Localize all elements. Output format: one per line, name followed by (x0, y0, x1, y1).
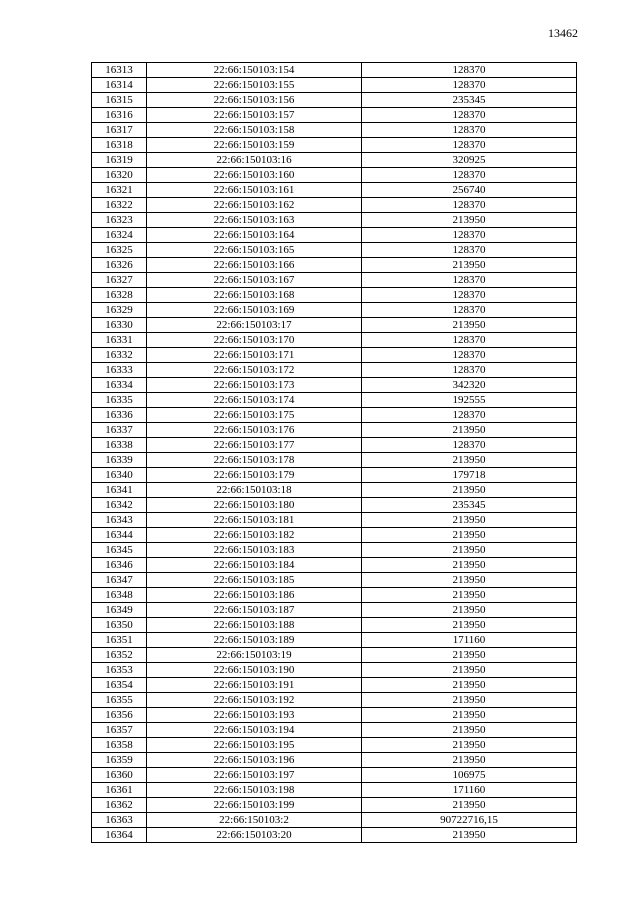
table-row (92, 513, 577, 528)
row-number-cell: 16318 (92, 138, 147, 153)
value-cell: 128370 (362, 168, 577, 183)
cadastral-number-cell: 22:66:150103:197 (147, 768, 362, 783)
table-row (92, 468, 577, 483)
table-row (92, 708, 577, 723)
value-cell: 256740 (362, 183, 577, 198)
cadastral-number-cell: 22:66:150103:159 (147, 138, 362, 153)
value-cell: 128370 (362, 78, 577, 93)
cadastral-number-cell: 22:66:150103:182 (147, 528, 362, 543)
table-row (92, 123, 577, 138)
value-cell: 106975 (362, 768, 577, 783)
table-row (92, 738, 577, 753)
row-number-cell: 16333 (92, 363, 147, 378)
cadastral-number-cell: 22:66:150103:179 (147, 468, 362, 483)
value-cell: 213950 (362, 258, 577, 273)
row-number-cell: 16329 (92, 303, 147, 318)
cadastral-number-cell: 22:66:150103:172 (147, 363, 362, 378)
cadastral-number-cell: 22:66:150103:181 (147, 513, 362, 528)
row-number-cell: 16364 (92, 828, 147, 843)
value-cell: 213950 (362, 753, 577, 768)
table-row (92, 528, 577, 543)
row-number-cell: 16324 (92, 228, 147, 243)
cadastral-number-cell: 22:66:150103:199 (147, 798, 362, 813)
row-number-cell: 16328 (92, 288, 147, 303)
cadastral-number-cell: 22:66:150103:190 (147, 663, 362, 678)
table-row (92, 378, 577, 393)
cadastral-number-cell: 22:66:150103:20 (147, 828, 362, 843)
table-row (92, 798, 577, 813)
row-number-cell: 16362 (92, 798, 147, 813)
cadastral-number-cell: 22:66:150103:178 (147, 453, 362, 468)
value-cell: 213950 (362, 573, 577, 588)
value-cell: 213950 (362, 318, 577, 333)
table-row (92, 783, 577, 798)
table-row (92, 663, 577, 678)
table-row (92, 543, 577, 558)
cadastral-number-cell: 22:66:150103:184 (147, 558, 362, 573)
row-number-cell: 16319 (92, 153, 147, 168)
row-number-cell: 16357 (92, 723, 147, 738)
table-row (92, 303, 577, 318)
cadastral-number-cell: 22:66:150103:173 (147, 378, 362, 393)
table-row (92, 393, 577, 408)
value-cell: 128370 (362, 228, 577, 243)
cadastral-number-cell: 22:66:150103:160 (147, 168, 362, 183)
row-number-cell: 16315 (92, 93, 147, 108)
cadastral-number-cell: 22:66:150103:157 (147, 108, 362, 123)
cadastral-number-cell: 22:66:150103:16 (147, 153, 362, 168)
value-cell: 213950 (362, 723, 577, 738)
table-row (92, 318, 577, 333)
value-cell: 128370 (362, 198, 577, 213)
cadastral-number-cell: 22:66:150103:183 (147, 543, 362, 558)
row-number-cell: 16351 (92, 633, 147, 648)
table-row (92, 228, 577, 243)
value-cell: 213950 (362, 453, 577, 468)
cadastral-value-table (91, 62, 577, 843)
cadastral-number-cell: 22:66:150103:162 (147, 198, 362, 213)
row-number-cell: 16349 (92, 603, 147, 618)
table-row (92, 243, 577, 258)
value-cell: 235345 (362, 498, 577, 513)
cadastral-number-cell: 22:66:150103:17 (147, 318, 362, 333)
row-number-cell: 16348 (92, 588, 147, 603)
row-number-cell: 16335 (92, 393, 147, 408)
cadastral-number-cell: 22:66:150103:189 (147, 633, 362, 648)
value-cell: 213950 (362, 738, 577, 753)
row-number-cell: 16343 (92, 513, 147, 528)
row-number-cell: 16338 (92, 438, 147, 453)
cadastral-number-cell: 22:66:150103:169 (147, 303, 362, 318)
row-number-cell: 16313 (92, 63, 147, 78)
table-row (92, 573, 577, 588)
table-row (92, 168, 577, 183)
table-row (92, 558, 577, 573)
value-cell: 213950 (362, 423, 577, 438)
table-row (92, 453, 577, 468)
table-row (92, 813, 577, 828)
row-number-cell: 16360 (92, 768, 147, 783)
row-number-cell: 16334 (92, 378, 147, 393)
table-row (92, 78, 577, 93)
value-cell: 213950 (362, 828, 577, 843)
value-cell: 342320 (362, 378, 577, 393)
value-cell: 90722716,15 (362, 813, 577, 828)
row-number-cell: 16336 (92, 408, 147, 423)
table-row (92, 273, 577, 288)
table-row (92, 258, 577, 273)
row-number-cell: 16322 (92, 198, 147, 213)
cadastral-number-cell: 22:66:150103:176 (147, 423, 362, 438)
cadastral-number-cell: 22:66:150103:194 (147, 723, 362, 738)
cadastral-number-cell: 22:66:150103:187 (147, 603, 362, 618)
row-number-cell: 16354 (92, 678, 147, 693)
cadastral-number-cell: 22:66:150103:185 (147, 573, 362, 588)
row-number-cell: 16350 (92, 618, 147, 633)
table-row (92, 603, 577, 618)
row-number-cell: 16332 (92, 348, 147, 363)
table-row (92, 693, 577, 708)
table-row (92, 753, 577, 768)
value-cell: 128370 (362, 273, 577, 288)
row-number-cell: 16316 (92, 108, 147, 123)
value-cell: 213950 (362, 798, 577, 813)
value-cell: 213950 (362, 678, 577, 693)
cadastral-number-cell: 22:66:150103:19 (147, 648, 362, 663)
cadastral-number-cell: 22:66:150103:180 (147, 498, 362, 513)
value-cell: 320925 (362, 153, 577, 168)
value-cell: 128370 (362, 408, 577, 423)
table-row (92, 723, 577, 738)
cadastral-number-cell: 22:66:150103:164 (147, 228, 362, 243)
row-number-cell: 16320 (92, 168, 147, 183)
value-cell: 213950 (362, 603, 577, 618)
table-row (92, 363, 577, 378)
table-row (92, 423, 577, 438)
table-row (92, 63, 577, 78)
value-cell: 128370 (362, 123, 577, 138)
row-number-cell: 16317 (92, 123, 147, 138)
cadastral-number-cell: 22:66:150103:2 (147, 813, 362, 828)
cadastral-number-cell: 22:66:150103:196 (147, 753, 362, 768)
cadastral-number-cell: 22:66:150103:188 (147, 618, 362, 633)
row-number-cell: 16352 (92, 648, 147, 663)
table-row (92, 678, 577, 693)
cadastral-number-cell: 22:66:150103:174 (147, 393, 362, 408)
row-number-cell: 16341 (92, 483, 147, 498)
table-row (92, 348, 577, 363)
value-cell: 235345 (362, 93, 577, 108)
table-row (92, 108, 577, 123)
row-number-cell: 16342 (92, 498, 147, 513)
table-row (92, 633, 577, 648)
value-cell: 213950 (362, 528, 577, 543)
row-number-cell: 16345 (92, 543, 147, 558)
cadastral-number-cell: 22:66:150103:158 (147, 123, 362, 138)
row-number-cell: 16327 (92, 273, 147, 288)
value-cell: 213950 (362, 708, 577, 723)
value-cell: 213950 (362, 213, 577, 228)
row-number-cell: 16359 (92, 753, 147, 768)
row-number-cell: 16330 (92, 318, 147, 333)
value-cell: 128370 (362, 303, 577, 318)
row-number-cell: 16339 (92, 453, 147, 468)
table-row (92, 648, 577, 663)
table-row (92, 828, 577, 843)
cadastral-number-cell: 22:66:150103:193 (147, 708, 362, 723)
row-number-cell: 16361 (92, 783, 147, 798)
row-number-cell: 16323 (92, 213, 147, 228)
table-row (92, 588, 577, 603)
row-number-cell: 16321 (92, 183, 147, 198)
cadastral-number-cell: 22:66:150103:175 (147, 408, 362, 423)
row-number-cell: 16325 (92, 243, 147, 258)
value-cell: 128370 (362, 138, 577, 153)
row-number-cell: 16347 (92, 573, 147, 588)
row-number-cell: 16314 (92, 78, 147, 93)
row-number-cell: 16340 (92, 468, 147, 483)
row-number-cell: 16355 (92, 693, 147, 708)
cadastral-number-cell: 22:66:150103:165 (147, 243, 362, 258)
value-cell: 171160 (362, 783, 577, 798)
value-cell: 213950 (362, 483, 577, 498)
cadastral-number-cell: 22:66:150103:195 (147, 738, 362, 753)
cadastral-number-cell: 22:66:150103:177 (147, 438, 362, 453)
row-number-cell: 16326 (92, 258, 147, 273)
cadastral-number-cell: 22:66:150103:167 (147, 273, 362, 288)
value-cell: 128370 (362, 363, 577, 378)
cadastral-number-cell: 22:66:150103:155 (147, 78, 362, 93)
value-cell: 128370 (362, 108, 577, 123)
cadastral-number-cell: 22:66:150103:168 (147, 288, 362, 303)
value-cell: 213950 (362, 588, 577, 603)
row-number-cell: 16358 (92, 738, 147, 753)
row-number-cell: 16353 (92, 663, 147, 678)
value-cell: 179718 (362, 468, 577, 483)
value-cell: 213950 (362, 618, 577, 633)
value-cell: 171160 (362, 633, 577, 648)
table-row (92, 408, 577, 423)
table-row (92, 333, 577, 348)
value-cell: 213950 (362, 648, 577, 663)
table-row (92, 288, 577, 303)
value-cell: 192555 (362, 393, 577, 408)
value-cell: 213950 (362, 663, 577, 678)
row-number-cell: 16337 (92, 423, 147, 438)
table-row (92, 93, 577, 108)
cadastral-number-cell: 22:66:150103:186 (147, 588, 362, 603)
cadastral-number-cell: 22:66:150103:171 (147, 348, 362, 363)
table-row (92, 153, 577, 168)
table-row (92, 768, 577, 783)
table-row (92, 438, 577, 453)
table-row (92, 138, 577, 153)
table-row (92, 483, 577, 498)
value-cell: 128370 (362, 243, 577, 258)
row-number-cell: 16363 (92, 813, 147, 828)
row-number-cell: 16344 (92, 528, 147, 543)
row-number-cell: 16331 (92, 333, 147, 348)
value-cell: 128370 (362, 438, 577, 453)
cadastral-number-cell: 22:66:150103:154 (147, 63, 362, 78)
value-cell: 213950 (362, 543, 577, 558)
cadastral-number-cell: 22:66:150103:198 (147, 783, 362, 798)
value-cell: 128370 (362, 333, 577, 348)
value-cell: 128370 (362, 348, 577, 363)
table-row (92, 498, 577, 513)
page-number: 13462 (548, 26, 578, 40)
table-row (92, 183, 577, 198)
row-number-cell: 16356 (92, 708, 147, 723)
cadastral-number-cell: 22:66:150103:156 (147, 93, 362, 108)
value-cell: 213950 (362, 693, 577, 708)
value-cell: 213950 (362, 558, 577, 573)
cadastral-number-cell: 22:66:150103:170 (147, 333, 362, 348)
cadastral-number-cell: 22:66:150103:192 (147, 693, 362, 708)
row-number-cell: 16346 (92, 558, 147, 573)
table-row (92, 618, 577, 633)
cadastral-number-cell: 22:66:150103:166 (147, 258, 362, 273)
cadastral-number-cell: 22:66:150103:163 (147, 213, 362, 228)
table-body (92, 63, 577, 843)
table-row (92, 198, 577, 213)
value-cell: 128370 (362, 63, 577, 78)
cadastral-number-cell: 22:66:150103:191 (147, 678, 362, 693)
cadastral-number-cell: 22:66:150103:161 (147, 183, 362, 198)
value-cell: 213950 (362, 513, 577, 528)
cadastral-number-cell: 22:66:150103:18 (147, 483, 362, 498)
table-row (92, 213, 577, 228)
value-cell: 128370 (362, 288, 577, 303)
